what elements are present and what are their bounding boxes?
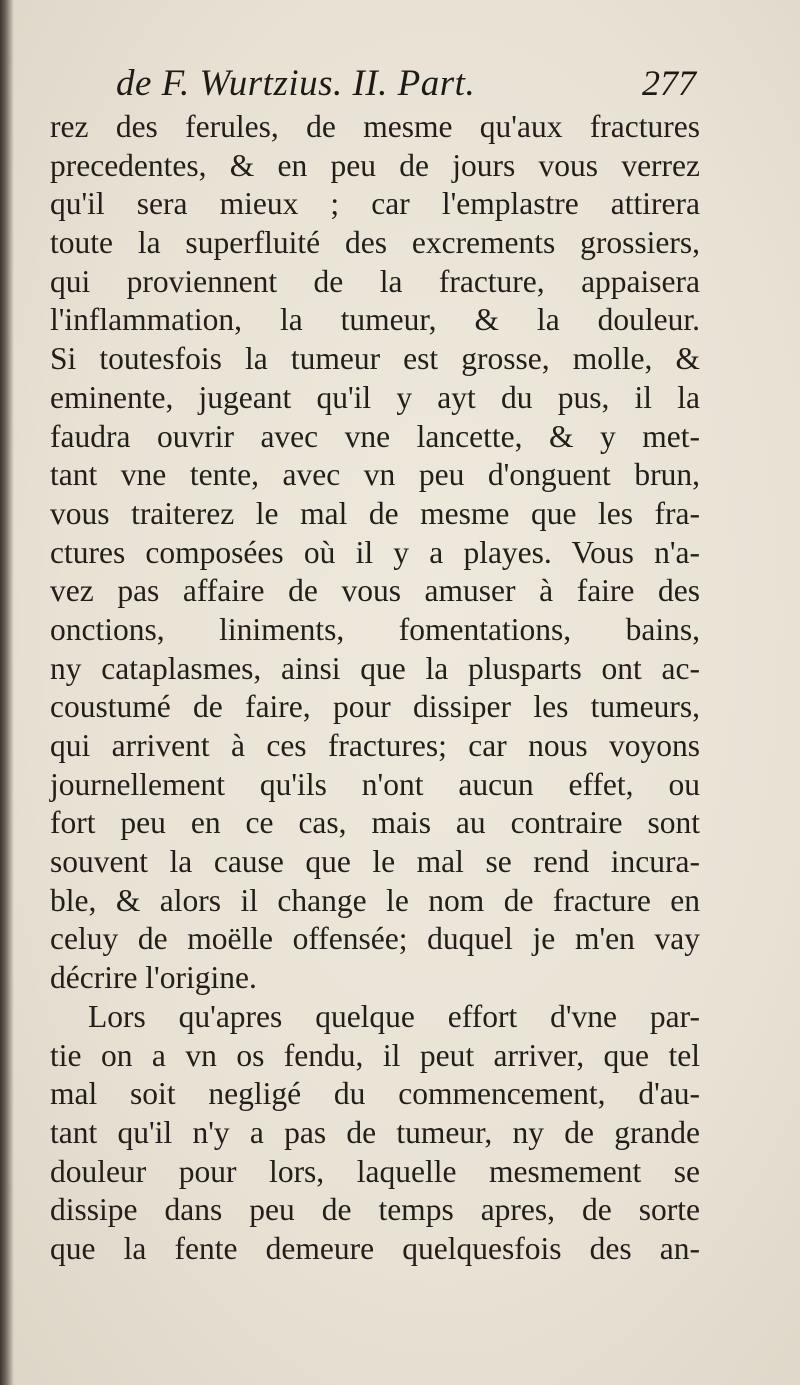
text-line: fort peu en ce cas, mais au contraire sont: [50, 805, 700, 841]
page-header: [116, 62, 696, 106]
page-number: 277: [642, 63, 696, 103]
text-line: ble, & alors il change le nom de fracture en: [50, 882, 700, 918]
text-line: tie on a vn os fendu, il peut arriver, que tel: [50, 1037, 700, 1073]
text-line: onctions, liniments, fomentations, bains,: [50, 611, 700, 647]
text-line: qu'il sera mieux ; car l'emplastre attirera: [50, 186, 700, 222]
text-line: Si toutesfois la tumeur est grosse, molle, &: [50, 341, 700, 377]
binding-gutter: [0, 0, 14, 1385]
text-line: precedentes, & en peu de jours vous verrez: [50, 147, 700, 183]
text-line: faudra ouvrir avec vne lancette, & y met-: [50, 418, 700, 454]
text-line: souvent la cause que le mal se rend incura-: [50, 844, 700, 880]
text-line: décrire l'origine.: [50, 960, 257, 996]
text-line: qui arrivent à ces fractures; car nous voyons: [50, 728, 700, 763]
running-title: de F. Wurtzius. II. Part.: [116, 63, 476, 104]
text-line: tant qu'il n'y a pas de tumeur, ny de grande: [50, 1114, 700, 1150]
text-line: vous traiterez le mal de mesme que les fra-: [50, 495, 700, 531]
text-line: toute la superfluité des excrements grossiers,: [50, 225, 700, 261]
text-line: rez des ferules, de mesme qu'aux fractures: [50, 109, 700, 144]
text-line: celuy de moëlle offensée; duquel je m'en vay: [50, 921, 700, 957]
text-line: dissipe dans peu de temps apres, de sorte: [50, 1192, 700, 1228]
body-text: [50, 108, 700, 1269]
text-line: mal soit negligé du commencement, d'au-: [50, 1076, 700, 1112]
text-line: coustumé de faire, pour dissiper les tumeurs,: [50, 689, 700, 725]
paragraph-start-line: Lors qu'apres quelque effort d'vne par-: [88, 998, 700, 1034]
text-line: que la fente demeure quelquesfois des an-: [50, 1230, 700, 1266]
text-line: journellement qu'ils n'ont aucun effet, ou: [50, 766, 700, 802]
text-line: ny cataplasmes, ainsi que la plusparts ont ac-: [50, 650, 700, 686]
text-line: qui proviennent de la fracture, appaisera: [50, 263, 700, 299]
text-line: douleur pour lors, laquelle mesmement se: [50, 1153, 700, 1189]
text-line: tant vne tente, avec vn peu d'onguent brun,: [50, 457, 700, 493]
text-line: eminente, jugeant qu'il y ayt du pus, il la: [50, 379, 700, 415]
text-line: l'inflammation, la tumeur, & la douleur.: [50, 302, 700, 338]
text-line: ctures composées où il y a playes. Vous n'a-: [50, 534, 700, 570]
text-line: vez pas affaire de vous amuser à faire des: [50, 573, 700, 609]
